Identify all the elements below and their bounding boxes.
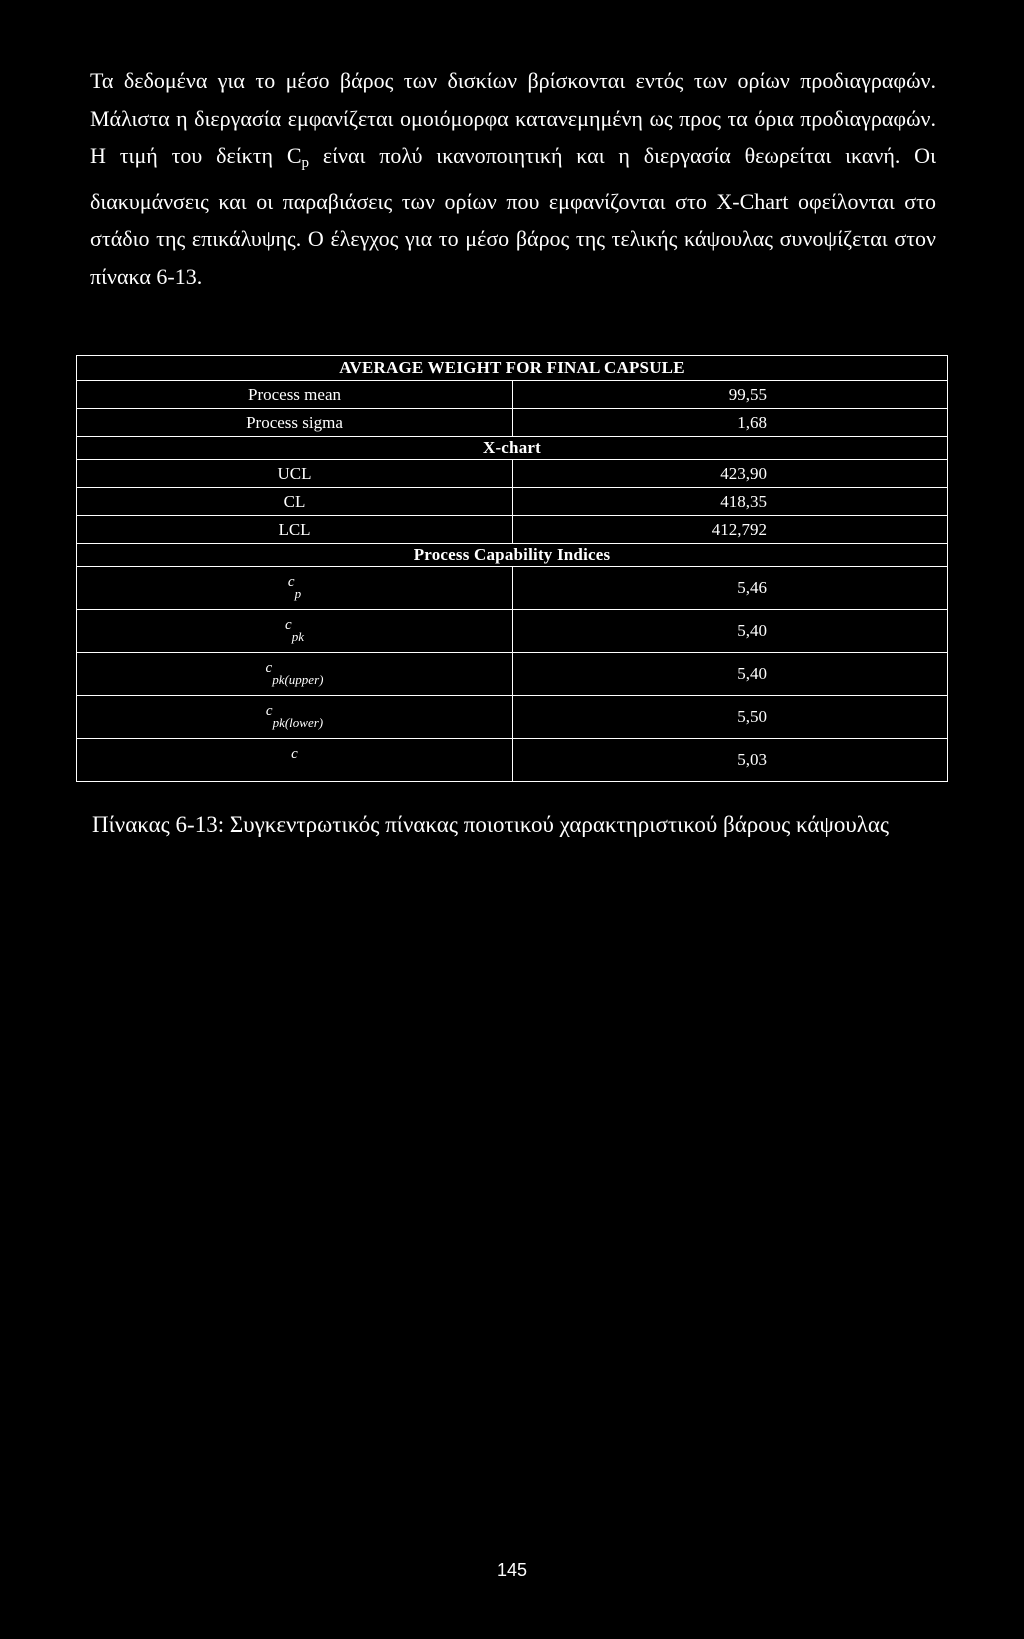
process-sigma-value: 1,68: [513, 409, 948, 437]
table-row: [77, 409, 948, 437]
cpk-lower-label: [77, 696, 513, 739]
table-row: [77, 516, 948, 544]
cpk-label: [77, 610, 513, 653]
cp-symbol: [287, 574, 302, 601]
symbol-subscript: pk(lower): [272, 715, 324, 730]
c-label: [77, 739, 513, 782]
c-symbol: [291, 746, 298, 768]
symbol-base: c: [291, 746, 298, 762]
cp-label: [77, 567, 513, 610]
cpk-upper-label: [77, 653, 513, 696]
table-row: [77, 610, 948, 653]
symbol-subscript: pk: [291, 629, 304, 644]
symbol-subscript: p: [294, 586, 302, 601]
indices-heading: Process Capability Indices: [77, 544, 948, 567]
table-caption: Πίνακας 6-13: Συγκεντρωτικός πίνακας ποιοτικού χαρακτηριστικού βάρους κάψουλας: [92, 812, 890, 837]
paragraph-subscript: p: [301, 155, 310, 171]
ucl-label: UCL: [77, 460, 513, 488]
page-number: 145: [496, 1560, 528, 1580]
table-title: AVERAGE WEIGHT FOR FINAL CAPSULE: [77, 356, 948, 381]
lcl-value: 412,792: [513, 516, 948, 544]
cpk-value: 5,40: [513, 610, 948, 653]
xchart-heading: X-chart: [77, 437, 948, 460]
cl-label: CL: [77, 488, 513, 516]
table-title-row: [77, 356, 948, 381]
table-row: [77, 653, 948, 696]
c-value: 5,03: [513, 739, 948, 782]
cpk-lower-symbol: [265, 703, 324, 730]
symbol-base: c: [265, 660, 273, 676]
table-row: [77, 567, 948, 610]
ucl-value: 423,90: [513, 460, 948, 488]
process-sigma-label: Process sigma: [77, 409, 513, 437]
process-mean-label: Process mean: [77, 381, 513, 409]
symbol-base: c: [287, 574, 295, 590]
xchart-heading-row: [77, 437, 948, 460]
table-row: [77, 381, 948, 409]
cpk-upper-value: 5,40: [513, 653, 948, 696]
table-row: [77, 460, 948, 488]
capsule-weight-table: [76, 355, 948, 782]
indices-heading-row: [77, 544, 948, 567]
symbol-base: c: [265, 703, 273, 719]
process-mean-value: 99,55: [513, 381, 948, 409]
paragraph-text-end: είναι πολύ ικανοποιητική και η διεργασία θεωρείται ικανή. Οι διακυμάνσεις και οι παραβιάσεις των ορίων που εμφανίζονται στο X-Chart οφείλονται στο στάδιο της επικάλυψης. Ο έλεγχος για το μέσο βάρος της τελικής κάψουλας συνοψίζεται στον πίνακα 6-13.: [90, 143, 936, 289]
cpk-symbol: [285, 617, 304, 644]
cp-value: 5,46: [513, 567, 948, 610]
body-paragraph: [90, 62, 936, 295]
cpk-upper-symbol: [265, 660, 324, 687]
table-row: [77, 488, 948, 516]
table-row: [77, 696, 948, 739]
cpk-lower-value: 5,50: [513, 696, 948, 739]
symbol-subscript: pk(upper): [272, 672, 324, 687]
cl-value: 418,35: [513, 488, 948, 516]
lcl-label: LCL: [77, 516, 513, 544]
paragraph-text-start: Τα δεδομένα για το μέσο βάρος των δισκίων βρίσκονται εντός των ορίων προδιαγραφών. Μάλιστα η διεργασία εμφανίζεται ομοιόμορφα κατανεμημένη ως προς τα όρια προδιαγραφών. Η τιμή του δείκτη C: [90, 68, 936, 168]
symbol-base: c: [285, 617, 292, 633]
table-row: [77, 739, 948, 782]
